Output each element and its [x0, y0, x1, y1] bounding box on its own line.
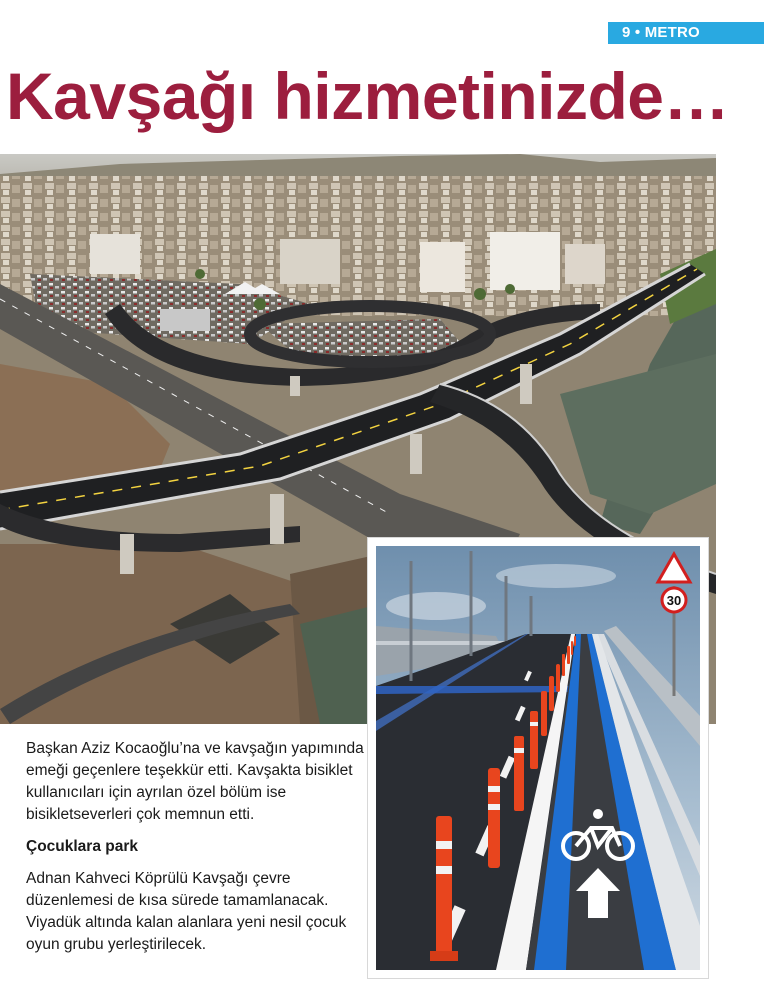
bicycle-lane-photo	[368, 538, 708, 978]
headline: Kavşağı hizmetinizde…	[6, 59, 730, 133]
section-tab: 9 • METRO	[608, 22, 764, 44]
article-body	[26, 738, 364, 966]
subheading: Çocuklara park	[26, 838, 138, 855]
speed-limit-sign: 30	[666, 593, 682, 608]
paragraph: Adnan Kahveci Köprülü Kavşağı çevre düzenlemesi de kısa sürede tamamlanacak. Viyadük altında kalan alanlara yeni nesil çocuk oyun grubu yerleştirilecek.	[26, 870, 347, 953]
paragraph: Başkan Aziz Kocaoğlu’na ve kavşağın yapımında emeği geçenlere teşekkür etti. Kavşakta bisiklet kullanıcıları için ayrılan özel bölüm ise bisikletseverleri çok memnun etti.	[26, 740, 364, 823]
